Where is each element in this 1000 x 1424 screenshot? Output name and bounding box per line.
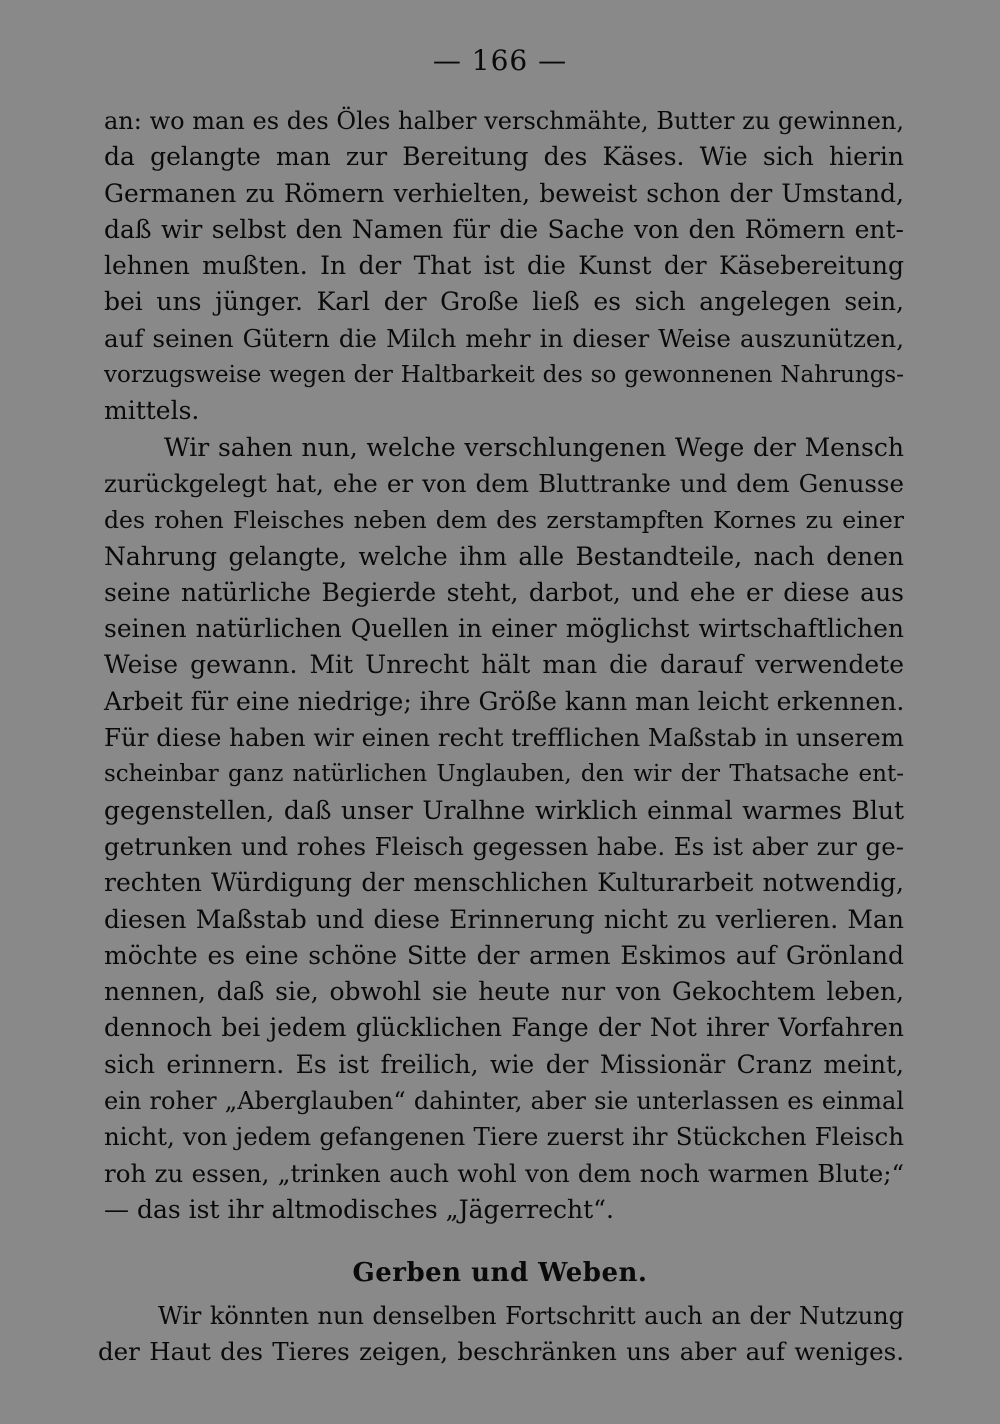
section-heading: Gerben und Weben. [352, 1258, 648, 1288]
main-text [104, 103, 904, 1228]
text-line: lehnen mußten. In der That ist die Kunst der Käsebereitung [104, 251, 904, 281]
text-line: getrunken und rohes Fleisch gegessen habe. Es ist aber zur ge- [104, 831, 904, 861]
text-line: nennen, daß sie, obwohl sie heute nur von Gekochtem leben, [104, 977, 904, 1007]
page-number: — 166 — [432, 44, 568, 77]
text-line: daß wir selbst den Namen für die Sache von den Römern ent- [104, 214, 904, 244]
text-line: gegenstellen, daß unser Uralhne wirklich einmal warmes Blut [104, 795, 904, 825]
text-line: rechten Würdigung der menschlichen Kulturarbeit notwendig, [104, 868, 904, 898]
text-line: des rohen Fleisches neben dem des zerstampften Kornes zu einer [104, 506, 904, 535]
text-line: Weise gewann. Mit Unrecht hält man die darauf verwendete [104, 650, 904, 680]
text-line: ein roher „Aberglauben“ dahinter, aber sie unterlassen es einmal [104, 1087, 904, 1116]
text-line: nicht, von jedem gefangenen Tiere zuerst ihr Stückchen Fleisch [104, 1122, 904, 1152]
text-line: da gelangte man zur Bereitung des Käses. Wie sich hierin [104, 142, 904, 172]
text-line: bei uns jünger. Karl der Große ließ es sich angelegen sein, [104, 287, 904, 317]
text-line: dennoch bei jedem glücklichen Fange der Not ihrer Vorfahren [104, 1013, 904, 1043]
text-line: sich erinnern. Es ist freilich, wie der Missionär Cranz meint, [104, 1049, 904, 1079]
text-line: der Haut des Tieres zeigen, beschränken uns aber auf weniges. [98, 1337, 904, 1367]
section-text [98, 1298, 904, 1371]
text-line: scheinbar ganz natürlichen Unglauben, den wir der Thatsache ent- [104, 761, 904, 788]
text-line: auf seinen Gütern die Milch mehr in dieser Weise auszunützen, [104, 323, 904, 353]
text-line: möchte es eine schöne Sitte der armen Eskimos auf Grönland [104, 940, 904, 970]
text-line: Germanen zu Römern verhielten, beweist schon der Umstand, [104, 178, 904, 208]
text-line: roh zu essen, „trinken auch wohl von dem noch warmen Blute;“ [104, 1158, 904, 1188]
text-line: Arbeit für eine niedrige; ihre Größe kann man leicht erkennen. [104, 686, 905, 716]
text-line: seine natürliche Begierde steht, darbot, und ehe er diese aus [104, 577, 904, 607]
text-line: Nahrung gelangte, welche ihm alle Bestandteile, nach denen [104, 541, 904, 571]
text-line: an: wo man es des Öles halber verschmähte, Butter zu gewinnen, [104, 107, 904, 135]
text-line: zurückgelegt hat, ehe er von dem Bluttranke und dem Genusse [104, 468, 904, 498]
text-line: mittels. [104, 396, 200, 426]
text-line: Für diese haben wir einen recht trefflichen Maßstab in unserem [104, 723, 904, 753]
text-line: seinen natürlichen Quellen in einer möglichst wirtschaftlichen [104, 614, 904, 644]
text-line: Wir könnten nun denselben Fortschritt auch an der Nutzung [158, 1302, 904, 1330]
text-line: Wir sahen nun, welche verschlungenen Wege der Mensch [164, 432, 904, 462]
text-line: — das ist ihr altmodisches „Jägerrecht“. [104, 1194, 614, 1224]
text-line: vorzugsweise wegen der Haltbarkeit des so gewonnenen Nahrungs- [104, 362, 904, 389]
text-line: diesen Maßstab und diese Erinnerung nicht zu verlieren. Man [104, 904, 904, 934]
